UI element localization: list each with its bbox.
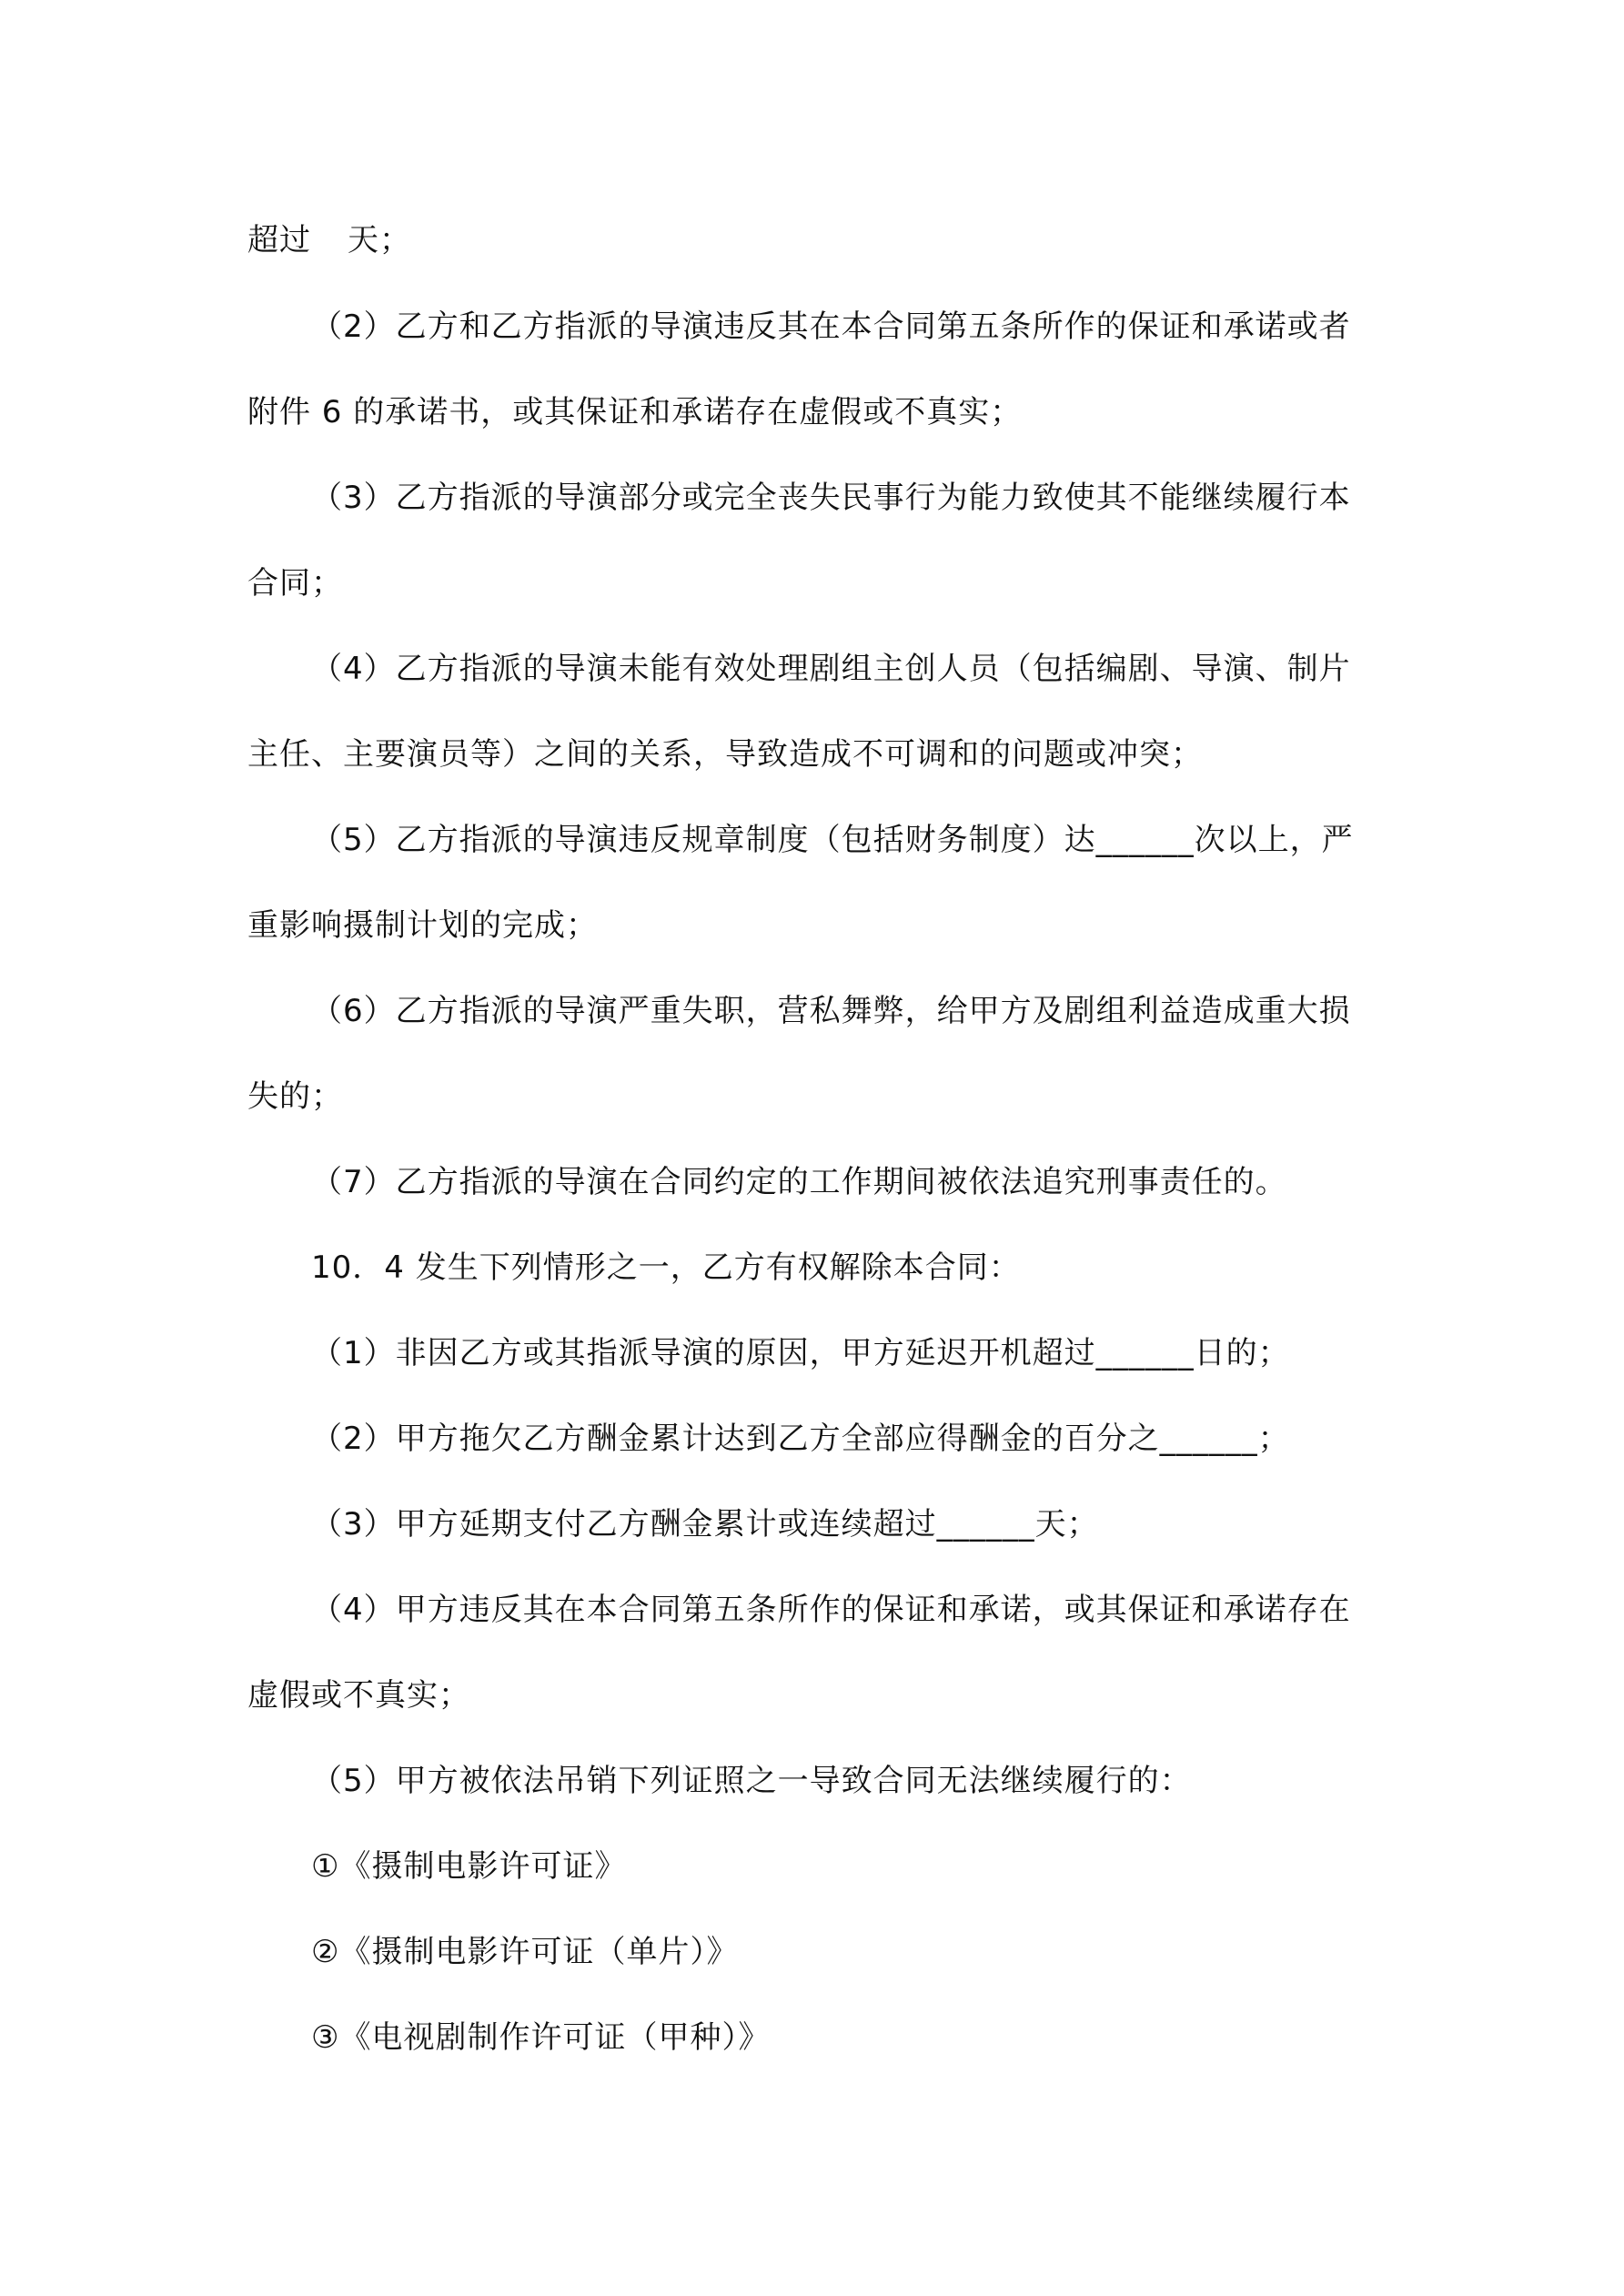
clause-6-line-2: 失的；	[247, 1078, 343, 1115]
license-item-2: ②《摄制电影许可证（单片）》	[311, 1934, 739, 1970]
section-10-4-item-4-line-2: 虚假或不真实；	[247, 1677, 470, 1714]
clause-2-line-1: （2）乙方和乙方指派的导演违反其在本合同第五条所作的保证和承诺或者	[311, 308, 1351, 345]
license-item-3: ③《电视剧制作许可证（甲种）》	[311, 2019, 771, 2056]
section-10-4-item-5: （5）甲方被依法吊销下列证照之一导致合同无法继续履行的：	[311, 1763, 1192, 1799]
section-10-4-item-1: （1）非因乙方或其指派导演的原因，甲方延迟开机超过______日的；	[311, 1335, 1290, 1371]
clause-7-line-1: （7）乙方指派的导演在合同约定的工作期间被依法追究刑事责任的。	[311, 1164, 1287, 1200]
clause-5-line-1: （5）乙方指派的导演违反规章制度（包括财务制度）达______次以上，严	[311, 822, 1354, 858]
clause-4-line-1: （4）乙方指派的导演未能有效处理剧组主创人员（包括编剧、导演、制片	[311, 651, 1351, 687]
line-1-part-a: 超过	[247, 222, 311, 258]
license-item-1: ①《摄制电影许可证》	[311, 1848, 627, 1885]
section-10-4-item-3: （3）甲方延期支付乙方酬金累计或连续超过______天；	[311, 1506, 1099, 1542]
clause-2-line-2: 附件 6 的承诺书，或其保证和承诺存在虚假或不真实；	[247, 394, 1023, 430]
clause-6-line-1: （6）乙方指派的导演严重失职，营私舞弊，给甲方及剧组利益造成重大损	[311, 993, 1351, 1029]
clause-4-line-2: 主任、主要演员等）之间的关系，导致造成不可调和的问题或冲突；	[247, 736, 1203, 773]
clause-3-line-2: 合同；	[247, 565, 343, 602]
clause-5-line-2: 重影响摄制计划的完成；	[247, 907, 598, 944]
section-10-4-heading: 10．4 发生下列情形之一，乙方有权解除本合同：	[311, 1249, 1021, 1286]
line-1	[247, 218, 411, 262]
section-10-4-item-4-line-1: （4）甲方违反其在本合同第五条所作的保证和承诺，或其保证和承诺存在	[311, 1592, 1351, 1628]
line-1-part-b: 天；	[348, 222, 411, 258]
section-10-4-item-2: （2）甲方拖欠乙方酬金累计达到乙方全部应得酬金的百分之______；	[311, 1421, 1290, 1457]
clause-3-line-1: （3）乙方指派的导演部分或完全丧失民事行为能力致使其不能继续履行本	[311, 480, 1351, 516]
